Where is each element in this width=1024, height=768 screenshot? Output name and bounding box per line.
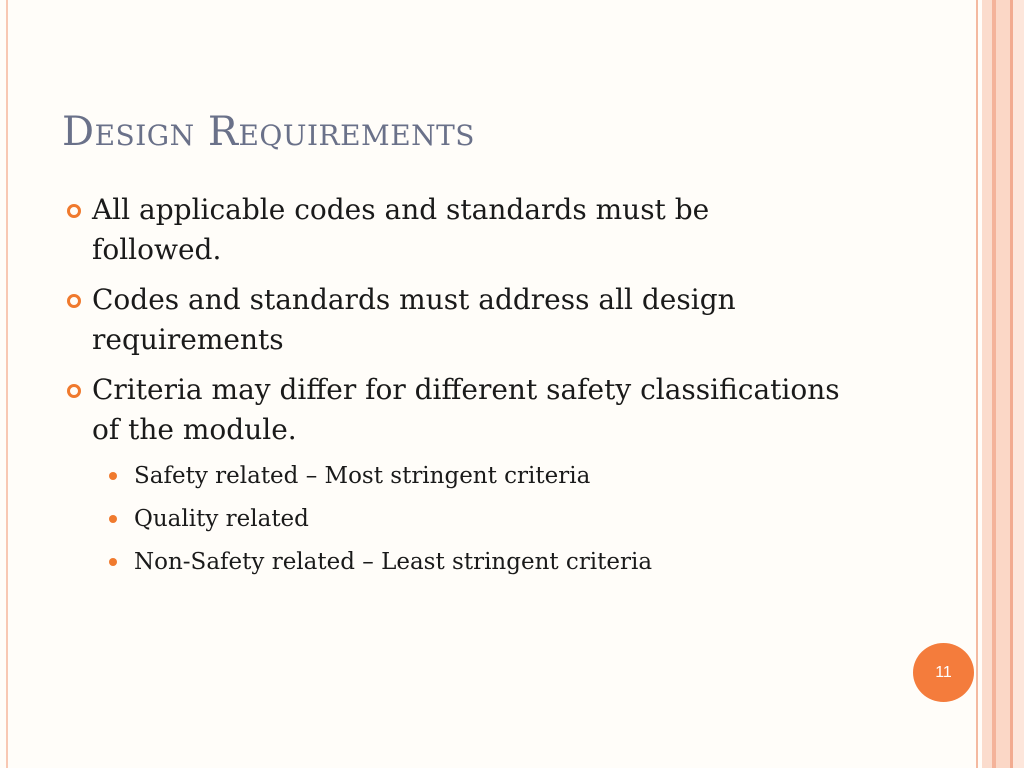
bullet-item [64,190,844,270]
dot-bullet-icon [109,515,117,523]
slide-title: Design Requirements [62,109,475,155]
right-decor-stripe [1013,0,1024,768]
ring-bullet-icon [67,384,81,398]
page-number: 11 [935,663,952,681]
sub-bullet-list [92,456,844,582]
sub-bullet-text: Non-Safety related – Least stringent criteria [134,549,653,575]
sub-bullet-text: Safety related – Most stringent criteria [134,463,591,489]
ring-bullet-icon [67,204,81,218]
ring-bullet-icon [67,294,81,308]
left-border-line [6,0,8,768]
sub-bullet-item [92,456,844,496]
bullet-item [64,370,844,582]
bullet-text: All applicable codes and standards must be followed. [92,193,710,266]
right-decor-stripe [976,0,978,768]
right-decor-stripe [982,0,992,768]
bullet-list [64,190,844,592]
dot-bullet-icon [109,558,117,566]
dot-bullet-icon [109,472,117,480]
bullet-text: Codes and standards must address all design requirements [92,283,736,356]
page-number-badge [913,643,974,702]
right-decor-stripe [996,0,1010,768]
sub-bullet-item [92,499,844,539]
bullet-item [64,280,844,360]
sub-bullet-item [92,542,844,582]
sub-bullet-text: Quality related [134,506,309,532]
bullet-text: Criteria may differ for different safety classifications of the module. [92,373,840,446]
